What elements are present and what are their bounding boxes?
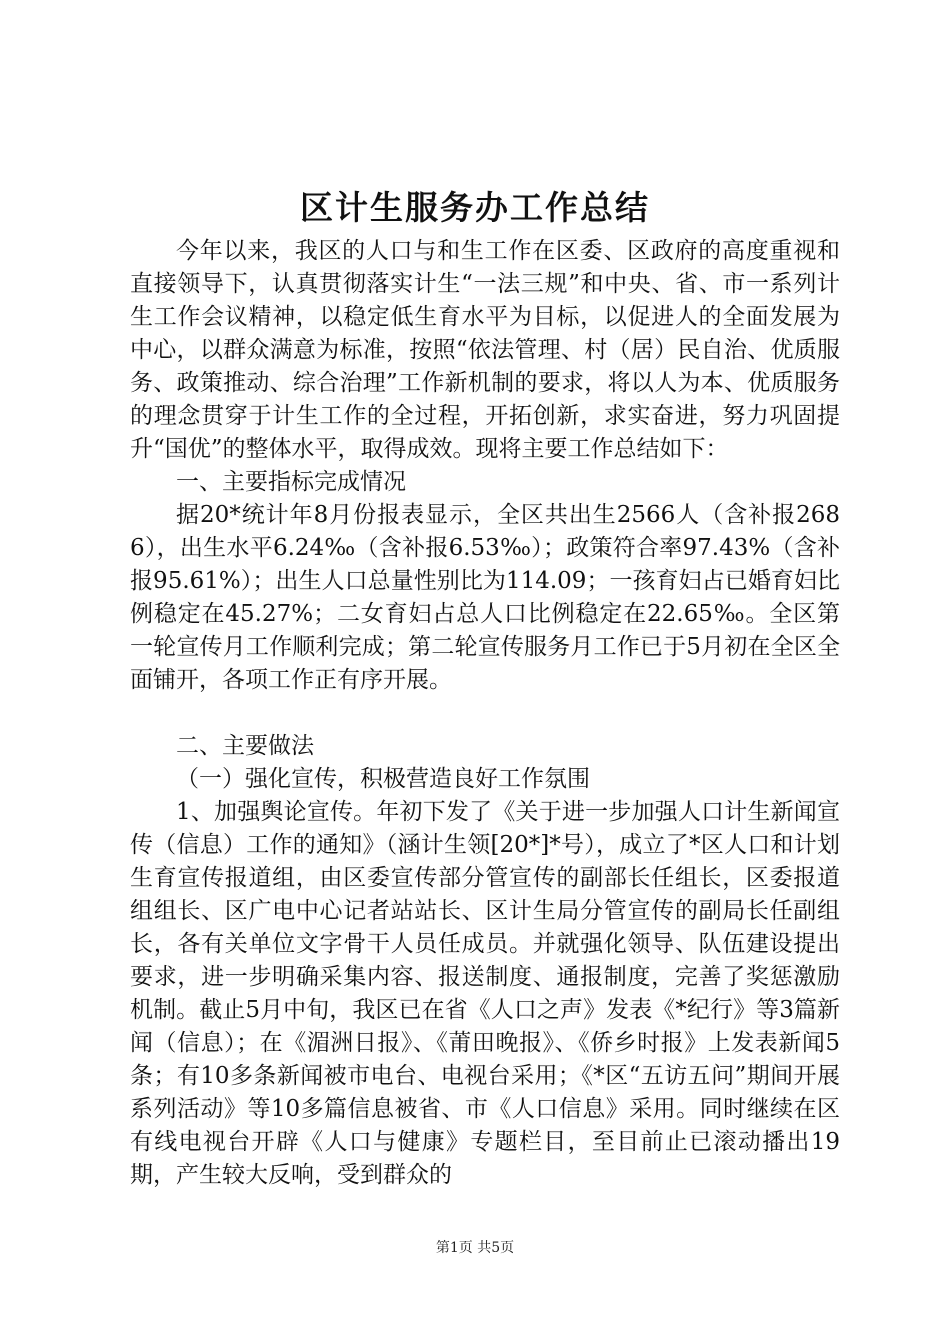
publicity-paragraph: 1、加强舆论宣传。年初下发了《关于进一步加强人口计生新闻宣传（信息）工作的通知》（涵计生领[20*]*号），成立了*区人口和计划生育宣传报道组，由区委宣传部分管宣传的副部长任组长，区委报道组组长、区广电中心记者站站长、区计生局分管宣传的副局长任副组长，各有关单位文字骨干人员任成员。并就强化领导、队伍建设提出要求，进一步明确采集内容、报送制度、通报制度，完善了奖惩激励机制。截止5月中旬，我区已在省《人口之声》发表《*纪行》等3篇新闻（信息）；在《湄洲日报》、《莆田晚报》、《侨乡时报》上发表新闻5条；有10多条新闻被市电台、电视台采用；《*区“五访五问”期间开展系列活动》等10多篇信息被省、市《人口信息》采用。同时继续在区有线电视台开辟《人口与健康》专题栏目，至目前止已滚动播出19期，产生较大反响，受到群众的 — [130, 799, 840, 1188]
intro-paragraph: 今年以来，我区的人口与和生工作在区委、区政府的高度重视和直接领导下，认真贯彻落实计生“一法三规”和中央、省、市一系列计生工作会议精神，以稳定低生育水平为目标，以促进人的全面发展为中心，以群众满意为标准，按照“依法管理、村（居）民自治、优质服务、政策推动、综合治理”工作新机制的要求，将以人为本、优质服务的理念贯穿于计生工作的全过程，开拓创新，求实奋进，努力巩固提升“国优”的整体水平，取得成效。现将主要工作总结如下： — [130, 238, 840, 462]
document-body — [130, 235, 840, 1192]
page-footer: 第1页 共5页 — [435, 1240, 515, 1256]
section-heading-methods: 二、主要做法 — [176, 733, 314, 759]
subsection-heading-publicity: （一）强化宣传，积极营造良好工作氛围 — [176, 766, 590, 792]
indicators-paragraph: 据20*统计年8月份报表显示，全区共出生2566人（含补报2686），出生水平6.24‰（含补报6.53‰）；政策符合率97.43%（含补报95.61%）；出生人口总量性别比为114.09；一孩育妇占已婚育妇比例稳定在45.27%；二女育妇占总人口比例稳定在22.65‰。全区第一轮宣传月工作顺利完成；第二轮宣传服务月工作已于5月初在全区全面铺开，各项工作正有序开展。 — [130, 502, 840, 693]
document-title: 区计生服务办工作总结 — [300, 188, 650, 227]
section-heading-indicators: 一、主要指标完成情况 — [176, 469, 406, 495]
paragraph-gap — [130, 697, 840, 730]
